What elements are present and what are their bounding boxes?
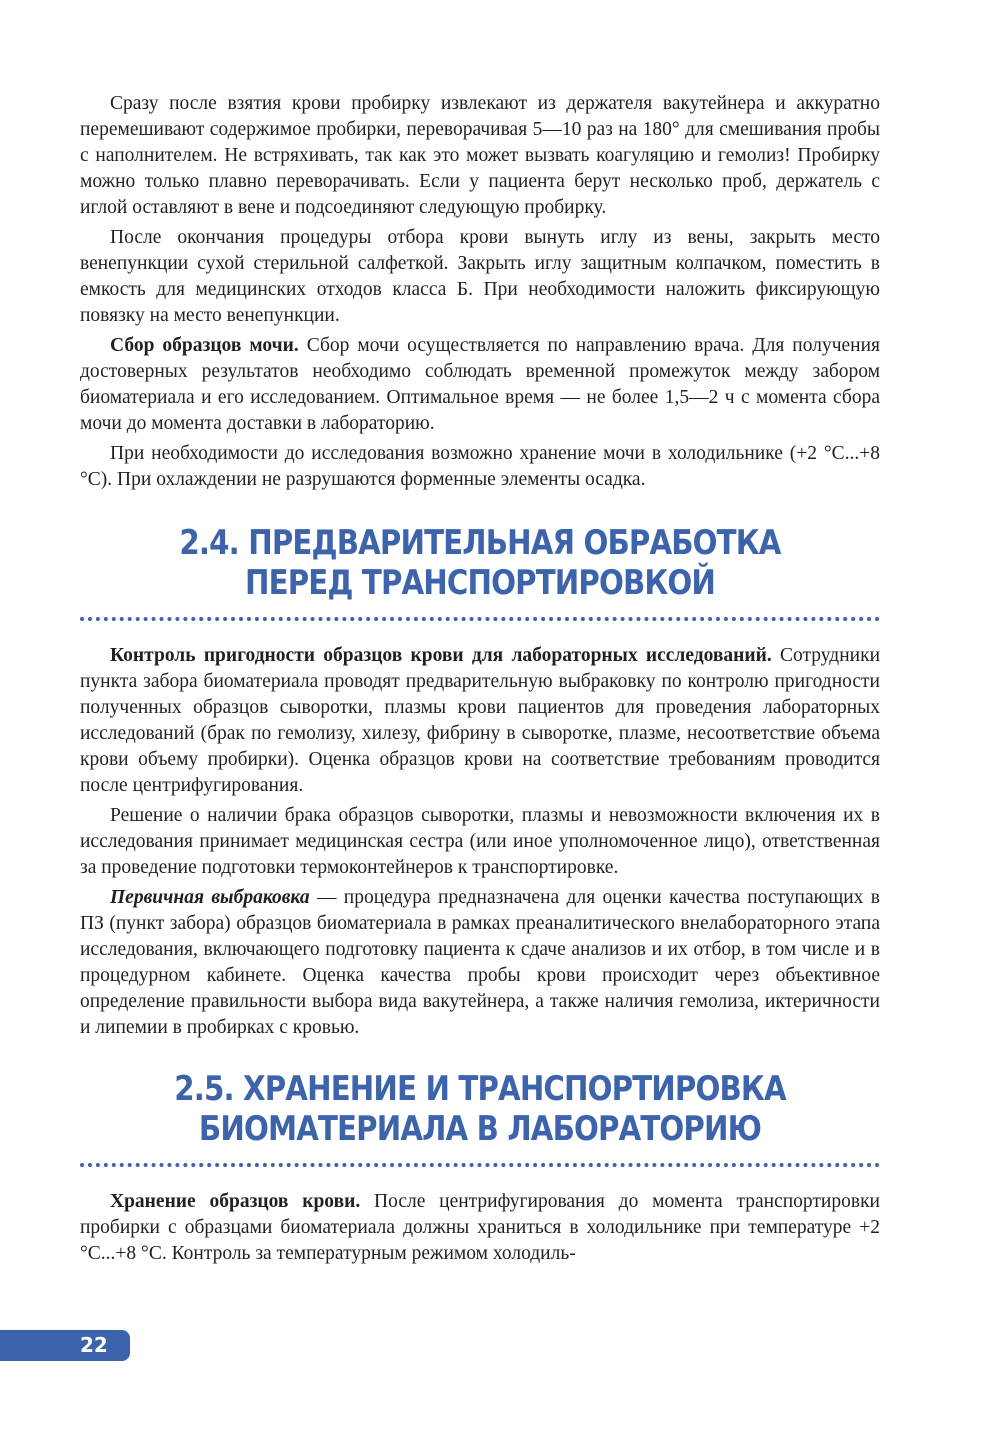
section-heading-2-5 <box>136 1069 824 1149</box>
urine-collection-lead: Сбор образцов мочи. <box>110 335 299 356</box>
section-divider <box>80 613 880 621</box>
section-heading-2-4 <box>136 523 824 603</box>
paragraph-after-procedure: После окончания процедуры отбора крови вынуть иглу из вены, закрыть место венепункции сухой стерильной салфеткой. Закрыть иглу защитным колпачком, поместить в емкость для медицинских отходов класса Б. При необходимости наложить фиксирующую повязку на место венепункции. <box>80 227 880 326</box>
paragraph-blood-suitability <box>80 643 880 799</box>
page-number-tab <box>0 1330 130 1361</box>
urine-collection-text: Сбор мочи осуществляется по направлению врача. Для получения достоверных результатов необходимо соблюдать временной промежуток между забором биоматериала и его исследованием. Оптимальное время — не более 1,5—2 ч с момента сбора мочи до момента доставки в лабораторию. <box>80 335 880 434</box>
page-body <box>80 91 880 1271</box>
paragraph-primary-rejection <box>80 885 880 1041</box>
primary-rejection-lead: Первичная выбраковка <box>110 887 310 908</box>
paragraph-rejection-decision: Решение о наличии брака образцов сыворотки, плазмы и невозможности включения их в исследования принимает медицинская сестра (или иное уполномоченное лицо), ответственная за проведение подготовки термоконтейнеров к транспортировке. <box>80 805 880 878</box>
primary-rejection-text: — процедура предназначена для оценки качества поступающих в ПЗ (пункт забора) образцов биоматериала в рамках преаналитического внелабораторного этапа исследования, включающего подготовку пациента к сдаче анализов и их отбор, в том числе и в процедурном кабинете. Оценка качества пробы крови происходит через объективное определение правильности выбора вида вакутейнера, а также наличия гемолиза, иктеричности и липемии в пробирках с кровью. <box>80 887 880 1038</box>
blood-suitability-text: Сотрудники пункта забора биоматериала проводят предварительную выбраковку по контролю пригодности полученных образцов сыворотки, плазмы крови пациентов для проведения лабораторных исследований (брак по гемолизу, хилезу, фибрину в сыворотке, плазме, несоответствие объема крови объему пробирки). Оценка образцов крови на соответствие требованиям проводится после центрифугирования. <box>80 645 881 796</box>
blood-suitability-lead: Контроль пригодности образцов крови для лабораторных исследований. <box>110 645 772 666</box>
blood-storage-text: После центрифугирования до момента транспортировки пробирки с образцами биоматериала должны храниться в холодильнике при температуре +2 °С...+8 °С. Контроль за температурным режимом холодиль- <box>80 1191 880 1264</box>
paragraph-urine-storage: При необходимости до исследования возможно хранение мочи в холодильнике (+2 °С...+8 °С). При охлаждении не разрушаются форменные элементы осадка. <box>80 443 880 490</box>
page-number: 22 <box>80 1333 108 1357</box>
section-2-5-line1: 2.5. ХРАНЕНИЕ И ТРАНСПОРТИРОВКА <box>174 1069 786 1109</box>
section-2-4-line1: 2.4. ПРЕДВАРИТЕЛЬНАЯ ОБРАБОТКА <box>179 523 781 563</box>
section-divider <box>80 1159 880 1167</box>
blood-storage-lead: Хранение образцов крови. <box>110 1191 361 1212</box>
paragraph-urine-collection <box>80 333 880 437</box>
paragraph-blood-storage <box>80 1189 880 1267</box>
paragraph-tube-mixing: Сразу после взятия крови пробирку извлекают из держателя вакутейнера и аккуратно перемешивают содержимое пробирки, переворачивая 5—10 раз на 180° для смешивания пробы с наполнителем. Не встряхивать, так как это может вызвать коагуляцию и гемолиз! Пробирку можно только плавно переворачивать. Если у пациента берут несколько проб, держатель с иглой оставляют в вене и подсоединяют следующую пробирку. <box>80 93 880 218</box>
section-2-5-line2: БИОМАТЕРИАЛА В ЛАБОРАТОРИЮ <box>198 1109 762 1149</box>
section-2-4-line2: ПЕРЕД ТРАНСПОРТИРОВКОЙ <box>244 563 716 603</box>
